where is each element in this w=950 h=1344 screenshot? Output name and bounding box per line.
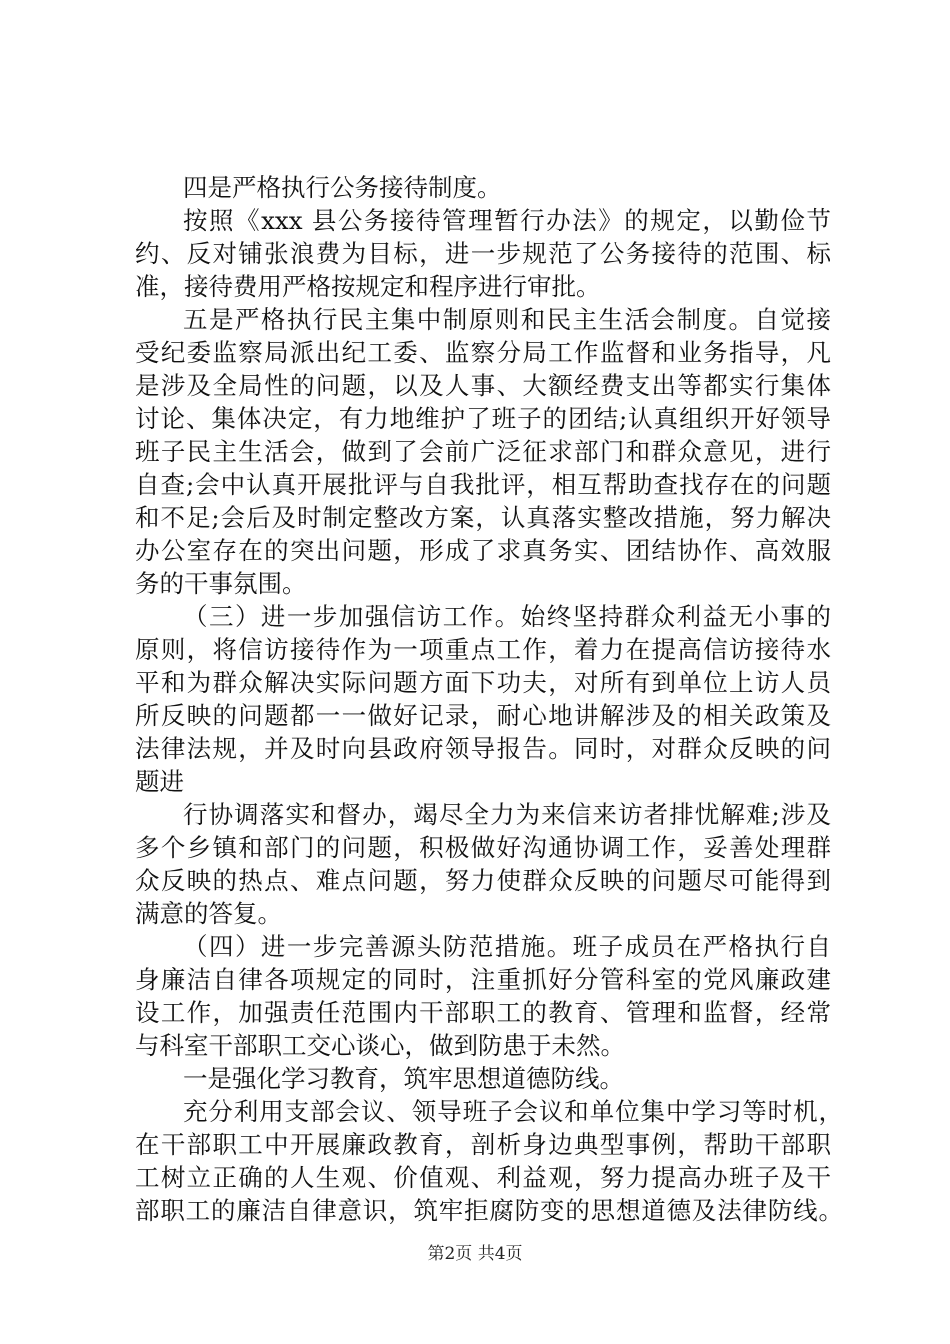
paragraph-line: 一是强化学习教育，筑牢思想道德防线。 [183, 1064, 624, 1093]
paragraph-line: 约、反对铺张浪费为目标，进一步规范了公务接待的范围、标 [135, 239, 831, 268]
paragraph-line: 与科室干部职工交心谈心，做到防患于未然。 [135, 1031, 625, 1060]
paragraph-line: 四是严格执行公务接待制度。 [183, 173, 502, 202]
paragraph-line: 按照《xxx 县公务接待管理暂行办法》的规定，以勤俭节 [183, 206, 831, 235]
paragraph-line: 是涉及全局性的问题，以及人事、大额经费支出等都实行集体 [135, 371, 831, 400]
paragraph-line: 五是严格执行民主集中制原则和民主生活会制度。自觉接 [183, 305, 831, 334]
paragraph-line: 务的干事氛围。 [135, 569, 307, 598]
paragraph-line: 设工作，加强责任范围内干部职工的教育、管理和监督，经常 [135, 998, 831, 1027]
paragraph-line: 讨论、集体决定，有力地维护了班子的团结;认真组织开好领导 [135, 404, 831, 433]
paragraph-line: 众反映的热点、难点问题，努力使群众反映的问题尽可能得到 [135, 866, 831, 895]
paragraph-line: 平和为群众解决实际问题方面下功夫，对所有到单位上访人员 [135, 668, 831, 697]
paragraph-line: 所反映的问题都一一做好记录，耐心地讲解涉及的相关政策及 [135, 701, 831, 730]
paragraph-line: 班子民主生活会，做到了会前广泛征求部门和群众意见，进行 [135, 437, 831, 466]
paragraph-line: 身廉洁自律各项规定的同时，注重抓好分管科室的党风廉政建 [135, 965, 831, 994]
paragraph-line: 行协调落实和督办，竭尽全力为来信来访者排忧解难;涉及 [183, 800, 831, 829]
paragraph-line: 多个乡镇和部门的问题，积极做好沟通协调工作，妥善处理群 [135, 833, 831, 862]
paragraph-line: 办公室存在的突出问题，形成了求真务实、团结协作、高效服 [135, 536, 831, 565]
paragraph-line: 工树立正确的人生观、价值观、利益观，努力提高办班子及干 [135, 1163, 831, 1192]
paragraph-line: 法律法规，并及时向县政府领导报告。同时，对群众反映的问 [135, 734, 831, 763]
paragraph-line: （四）进一步完善源头防范措施。班子成员在严格执行自 [183, 932, 831, 961]
paragraph-line: 充分利用支部会议、领导班子会议和单位集中学习等时机， [183, 1097, 843, 1126]
paragraph-line: 在干部职工中开展廉政教育，剖析身边典型事例，帮助干部职 [135, 1130, 831, 1159]
paragraph-line: 题进 [135, 767, 184, 796]
paragraph-line: 满意的答复。 [135, 899, 282, 928]
paragraph-line: 自查;会中认真开展批评与自我批评，相互帮助查找存在的问题 [135, 470, 831, 499]
paragraph-line: 受纪委监察局派出纪工委、监察分局工作监督和业务指导，凡 [135, 338, 831, 367]
paragraph-line: 原则，将信访接待作为一项重点工作，着力在提高信访接待水 [135, 635, 831, 664]
paragraph-line: 部职工的廉洁自律意识，筑牢拒腐防变的思想道德及法律防线。 [135, 1196, 843, 1225]
page-number-footer: 第2页 共4页 [427, 1244, 523, 1264]
paragraph-line: 和不足;会后及时制定整改方案，认真落实整改措施，努力解决 [135, 503, 831, 532]
paragraph-line: （三）进一步加强信访工作。始终坚持群众利益无小事的 [183, 602, 831, 631]
paragraph-line: 准，接待费用严格按规定和程序进行审批。 [135, 272, 601, 301]
